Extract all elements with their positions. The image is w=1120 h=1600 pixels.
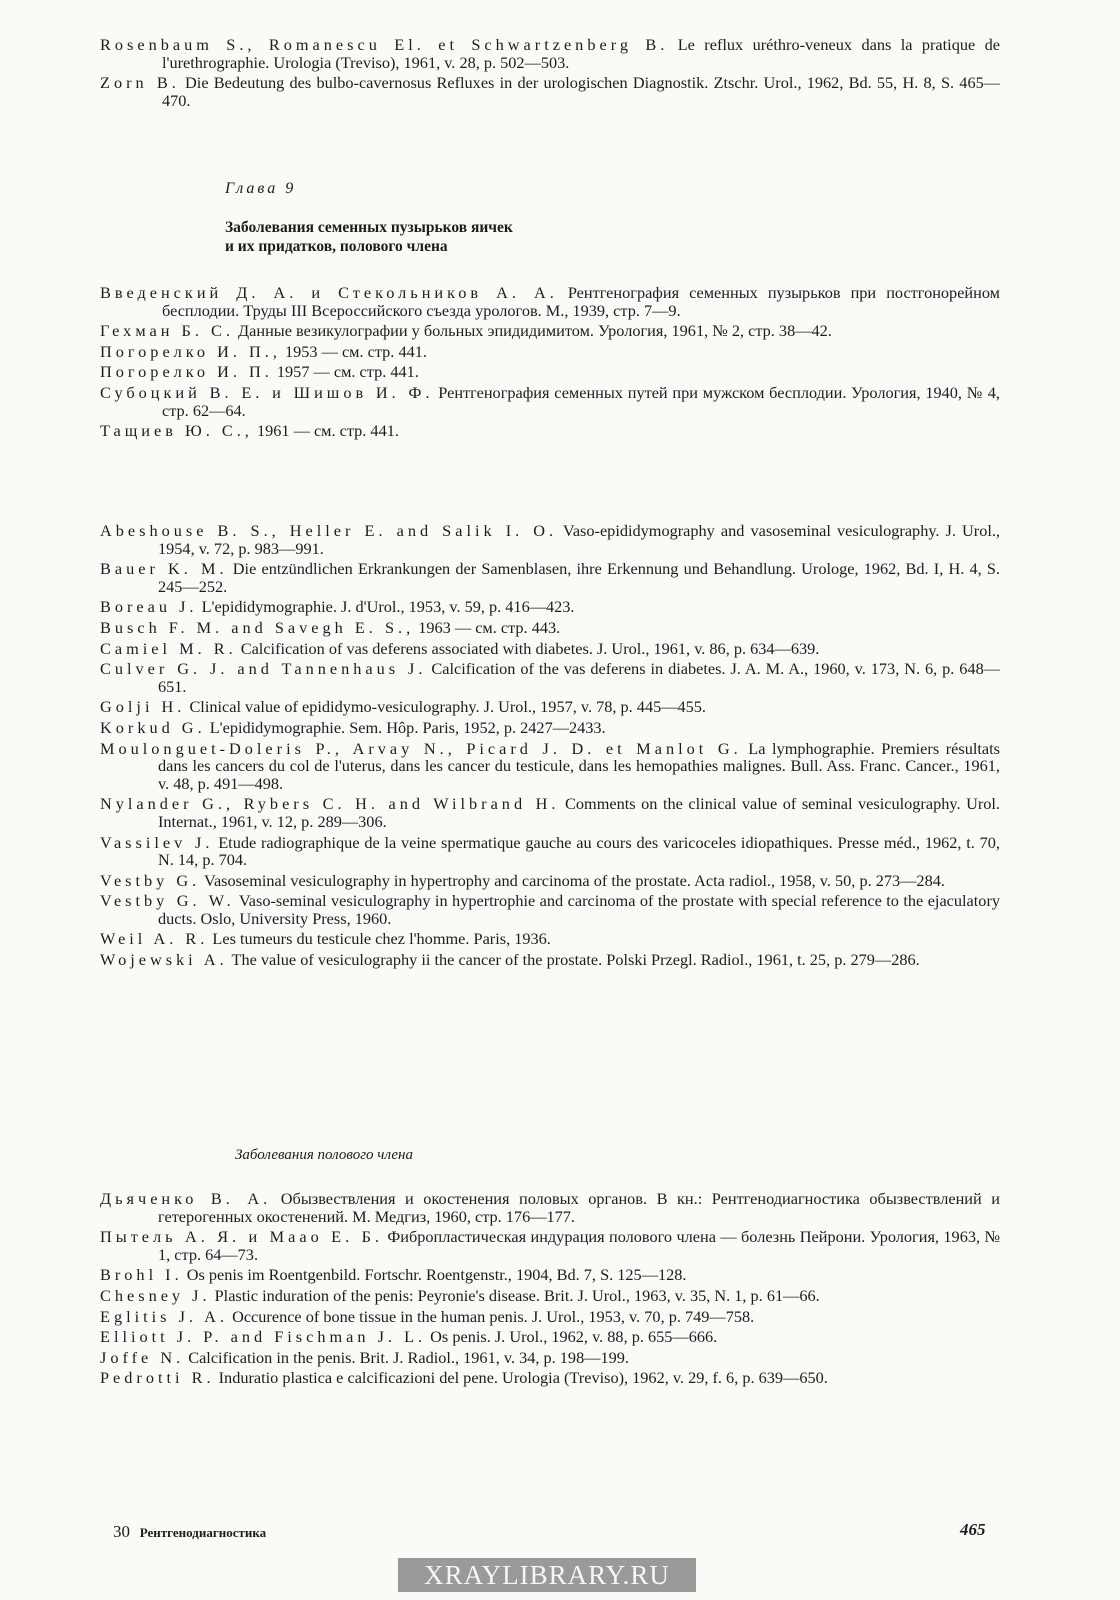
- reference-entry: [100, 284, 1000, 319]
- reference-entry: [100, 795, 1000, 830]
- reference-entry: [100, 698, 1000, 716]
- reference-text: Vaso-epididymography and vasoseminal vesiculography. J. Urol., 1954, v. 72, p. 983—991.: [158, 521, 1001, 558]
- reference-author: Тащиев Ю. С.,: [100, 421, 253, 441]
- reference-entry: [100, 74, 1000, 109]
- reference-entry: [100, 719, 1000, 737]
- reference-text: L'epididymographie. J. d'Urol., 1953, v. 59, p. 416—423.: [197, 597, 575, 617]
- reference-author: Vestby G.: [100, 870, 201, 890]
- reference-entry: [100, 36, 1000, 71]
- signature-title: Рентгенодиагностика: [139, 1525, 267, 1540]
- reference-text: Comments on the clinical value of seminal vesiculography. Urol. Internat., 1961, v. 12, p. 289—306.: [158, 794, 1000, 831]
- reference-author: Joffe N.: [100, 1347, 185, 1367]
- reference-text: Calcification in the penis. Brit. J. Radiol., 1961, v. 34, p. 198—199.: [184, 1347, 629, 1367]
- reference-author: Weil A. R.: [100, 929, 209, 949]
- reference-author: Eglitis J. A.: [100, 1306, 228, 1326]
- section-subheading: Заболевания полового члена: [235, 1147, 413, 1163]
- reference-entry: [100, 1308, 1000, 1326]
- reference-text: Обызвествления и окостенения половых органов. В кн.: Рентгенодиагностика обызвествлений и гетерогенных окостенений. М. Медгиз, 1960, стр. 176—177.: [158, 1189, 1000, 1226]
- reference-author: Rosenbaum S., Romanescu El. et Schwartzenberg B.: [100, 35, 669, 54]
- reference-text: 1953 — см. стр. 441.: [280, 341, 427, 361]
- reference-entry: [100, 343, 1000, 361]
- reference-entry: [100, 1369, 1000, 1387]
- reference-text: Die entzündlichen Erkrankungen der Samenblasen, ihre Erkennung und Behandlung. Urologe, 1962, Bd. I, H. 4, S. 245—252.: [158, 559, 1000, 596]
- reference-entry: [100, 560, 1000, 595]
- reference-entry: [100, 1228, 1000, 1263]
- reference-text: La lymphographie. Premiers résultats dans les cancers du col de l'uterus, dans les cancer du testicule, dans les hemopathies malignes. Bull. Ass. Franc. Cancer., 1961, v. 48, p. 491—498.: [158, 738, 1000, 793]
- reference-entry: [100, 384, 1000, 419]
- reference-text: Die Bedeutung des bulbo-cavernosus Refluxes in der urologischen Diagnostik. Ztschr. Urol., 1962, Bd. 55, H. 8, S. 465—470.: [162, 73, 1001, 110]
- references-penis: [100, 1190, 1000, 1390]
- watermark-link[interactable]: XRAYLIBRARY.RU: [398, 1558, 696, 1592]
- reference-entry: [100, 1349, 1000, 1367]
- reference-entry: [100, 1328, 1000, 1346]
- reference-text: Induratio plastica e calcificazioni del pene. Urologia (Treviso), 1962, v. 29, f. 6, p. 639—650.: [214, 1368, 828, 1388]
- reference-text: Etude radiographique de la veine spermatique gauche au cours des varicoceles idiopathiques. Presse méd., 1962, t. 70, N. 14, p. 704.: [158, 832, 1000, 870]
- reference-author: Vassilev J.: [100, 832, 214, 852]
- reference-entry: [100, 930, 1000, 948]
- reference-text: Plastic induration of the penis: Peyronie's disease. Brit. J. Urol., 1963, v. 35, N. 1, p. 61—66.: [210, 1285, 820, 1305]
- reference-author: Субоцкий В. Е. и Шишов И. Ф.: [100, 382, 434, 402]
- reference-author: Golji H.: [100, 697, 186, 717]
- reference-author: Погорелко И. П.,: [100, 341, 281, 361]
- reference-text: Vasoseminal vesiculography in hypertrophy and carcinoma of the prostate. Acta radiol., 1958, v. 50, p. 273—284.: [200, 870, 945, 890]
- reference-entry: [100, 1190, 1000, 1225]
- reference-text: Os penis im Roentgenbild. Fortschr. Roentgenstr., 1904, Bd. 7, S. 125—128.: [182, 1265, 687, 1285]
- references-top: [100, 36, 1000, 112]
- reference-author: Boreau J.: [100, 597, 198, 617]
- reference-entry: [100, 640, 1000, 658]
- reference-entry: [100, 740, 1000, 793]
- reference-author: Пытель А. Я. и Маао Е. Б.: [100, 1227, 383, 1247]
- reference-author: Гехман Б. С.: [100, 321, 234, 341]
- reference-text: Clinical value of epididymo-vesiculography. J. Urol., 1957, v. 78, p. 445—455.: [185, 697, 706, 717]
- reference-entry: [100, 598, 1000, 616]
- reference-text: Рентгенография семенных путей при мужском бесплодии. Урология, 1940, № 4, стр. 62—64.: [162, 382, 1000, 420]
- reference-author: Busch F. M. and Savegh E. S.,: [100, 617, 415, 637]
- chapter-title: [225, 218, 785, 256]
- chapter-title-line2: и их придатков, полового члена: [225, 238, 448, 255]
- reference-entry: [100, 363, 1000, 381]
- signature-number: 30: [113, 1522, 130, 1541]
- references-foreign: [100, 522, 1000, 972]
- reference-entry: [100, 872, 1000, 890]
- reference-entry: [100, 660, 1000, 695]
- chapter-title-line1: Заболевания семенных пузырьков яичек: [225, 219, 513, 236]
- reference-entry: [100, 1287, 1000, 1305]
- reference-entry: [100, 1266, 1000, 1284]
- reference-text: 1963 — см. стр. 443.: [414, 617, 561, 637]
- reference-author: Brohl I.: [100, 1265, 183, 1285]
- reference-author: Погорелко И. П.: [100, 362, 273, 382]
- reference-author: Chesney J.: [100, 1285, 211, 1305]
- reference-author: Vestby G. W.: [100, 891, 235, 911]
- chapter-label: Глава 9: [225, 180, 297, 197]
- reference-entry: [100, 834, 1000, 869]
- reference-text: Occurence of bone tissue in the human penis. J. Urol., 1953, v. 70, p. 749—758.: [228, 1306, 755, 1326]
- reference-author: Wojewski A.: [100, 950, 228, 970]
- reference-text: The value of vesiculography ii the cancer of the prostate. Polski Przegl. Radiol., 1961, t. 25, p. 279—286.: [227, 950, 920, 970]
- reference-author: Введенский Д. А. и Стекольников А. А.: [100, 283, 558, 302]
- reference-entry: [100, 892, 1000, 927]
- reference-text: Calcification of the vas deferens in diabetes. J. A. M. A., 1960, v. 173, N. 6, p. 648—651.: [158, 659, 1000, 696]
- reference-author: Korkud G.: [100, 717, 206, 737]
- reference-text: Рентгенография семенных пузырьков при постгонорейном бесплодии. Труды III Всероссийского съезда урологов. М., 1939, стр. 7—9.: [162, 283, 1000, 320]
- reference-author: Moulonguet-Doleris P., Arvay N., Picard J. D. et Manlot G.: [100, 738, 742, 758]
- reference-text: Vaso-seminal vesiculography in hypertrophie and carcinoma of the prostate with special reference to the ejaculatory ducts. Oslo, University Press, 1960.: [158, 891, 1001, 928]
- reference-entry: [100, 951, 1000, 969]
- reference-text: L'epididymographie. Sem. Hôp. Paris, 1952, p. 2427—2433.: [205, 717, 606, 737]
- reference-author: Abeshouse B. S., Heller E. and Salik I. O.: [100, 521, 558, 540]
- reference-text: Calcification of vas deferens associated with diabetes. J. Urol., 1961, v. 86, p. 634—639.: [236, 638, 820, 658]
- reference-text: Os penis. J. Urol., 1962, v. 88, p. 655—666.: [426, 1327, 718, 1347]
- reference-entry: [100, 422, 1000, 440]
- page-number: 465: [960, 1520, 986, 1539]
- reference-entry: [100, 522, 1000, 557]
- references-russian: [100, 284, 1000, 443]
- reference-text: 1961 — см. стр. 441.: [252, 421, 399, 441]
- reference-text: Les tumeurs du testicule chez l'homme. Paris, 1936.: [208, 929, 551, 949]
- reference-entry: [100, 322, 1000, 340]
- reference-author: Camiel M. R.: [100, 638, 237, 658]
- page-signature: [113, 1522, 266, 1542]
- reference-text: Фибропластическая индурация полового члена — болезнь Пейрони. Урология, 1963, № 1, стр. 64—73.: [158, 1227, 1000, 1264]
- reference-author: Bauer K. M.: [100, 559, 228, 579]
- reference-author: Nylander G., Rybers C. H. and Wilbrand H.: [100, 794, 560, 814]
- reference-author: Culver G. J. and Tannenhaus J.: [100, 659, 427, 679]
- reference-entry: [100, 619, 1000, 637]
- reference-text: 1957 — см. стр. 441.: [272, 362, 419, 382]
- reference-text: Le reflux uréthro-veneux dans la pratique de l'urethrographie. Urologia (Treviso), 1961, v. 28, p. 502—503.: [162, 35, 1000, 72]
- reference-author: Дьяченко В. А.: [100, 1189, 272, 1208]
- reference-author: Zorn B.: [100, 73, 180, 93]
- reference-text: Данные везикулографии у больных эпидидимитом. Урология, 1961, № 2, стр. 38—42.: [233, 321, 832, 341]
- reference-author: Elliott J. P. and Fischman J. L.: [100, 1327, 427, 1347]
- reference-author: Pedrotti R.: [100, 1368, 215, 1388]
